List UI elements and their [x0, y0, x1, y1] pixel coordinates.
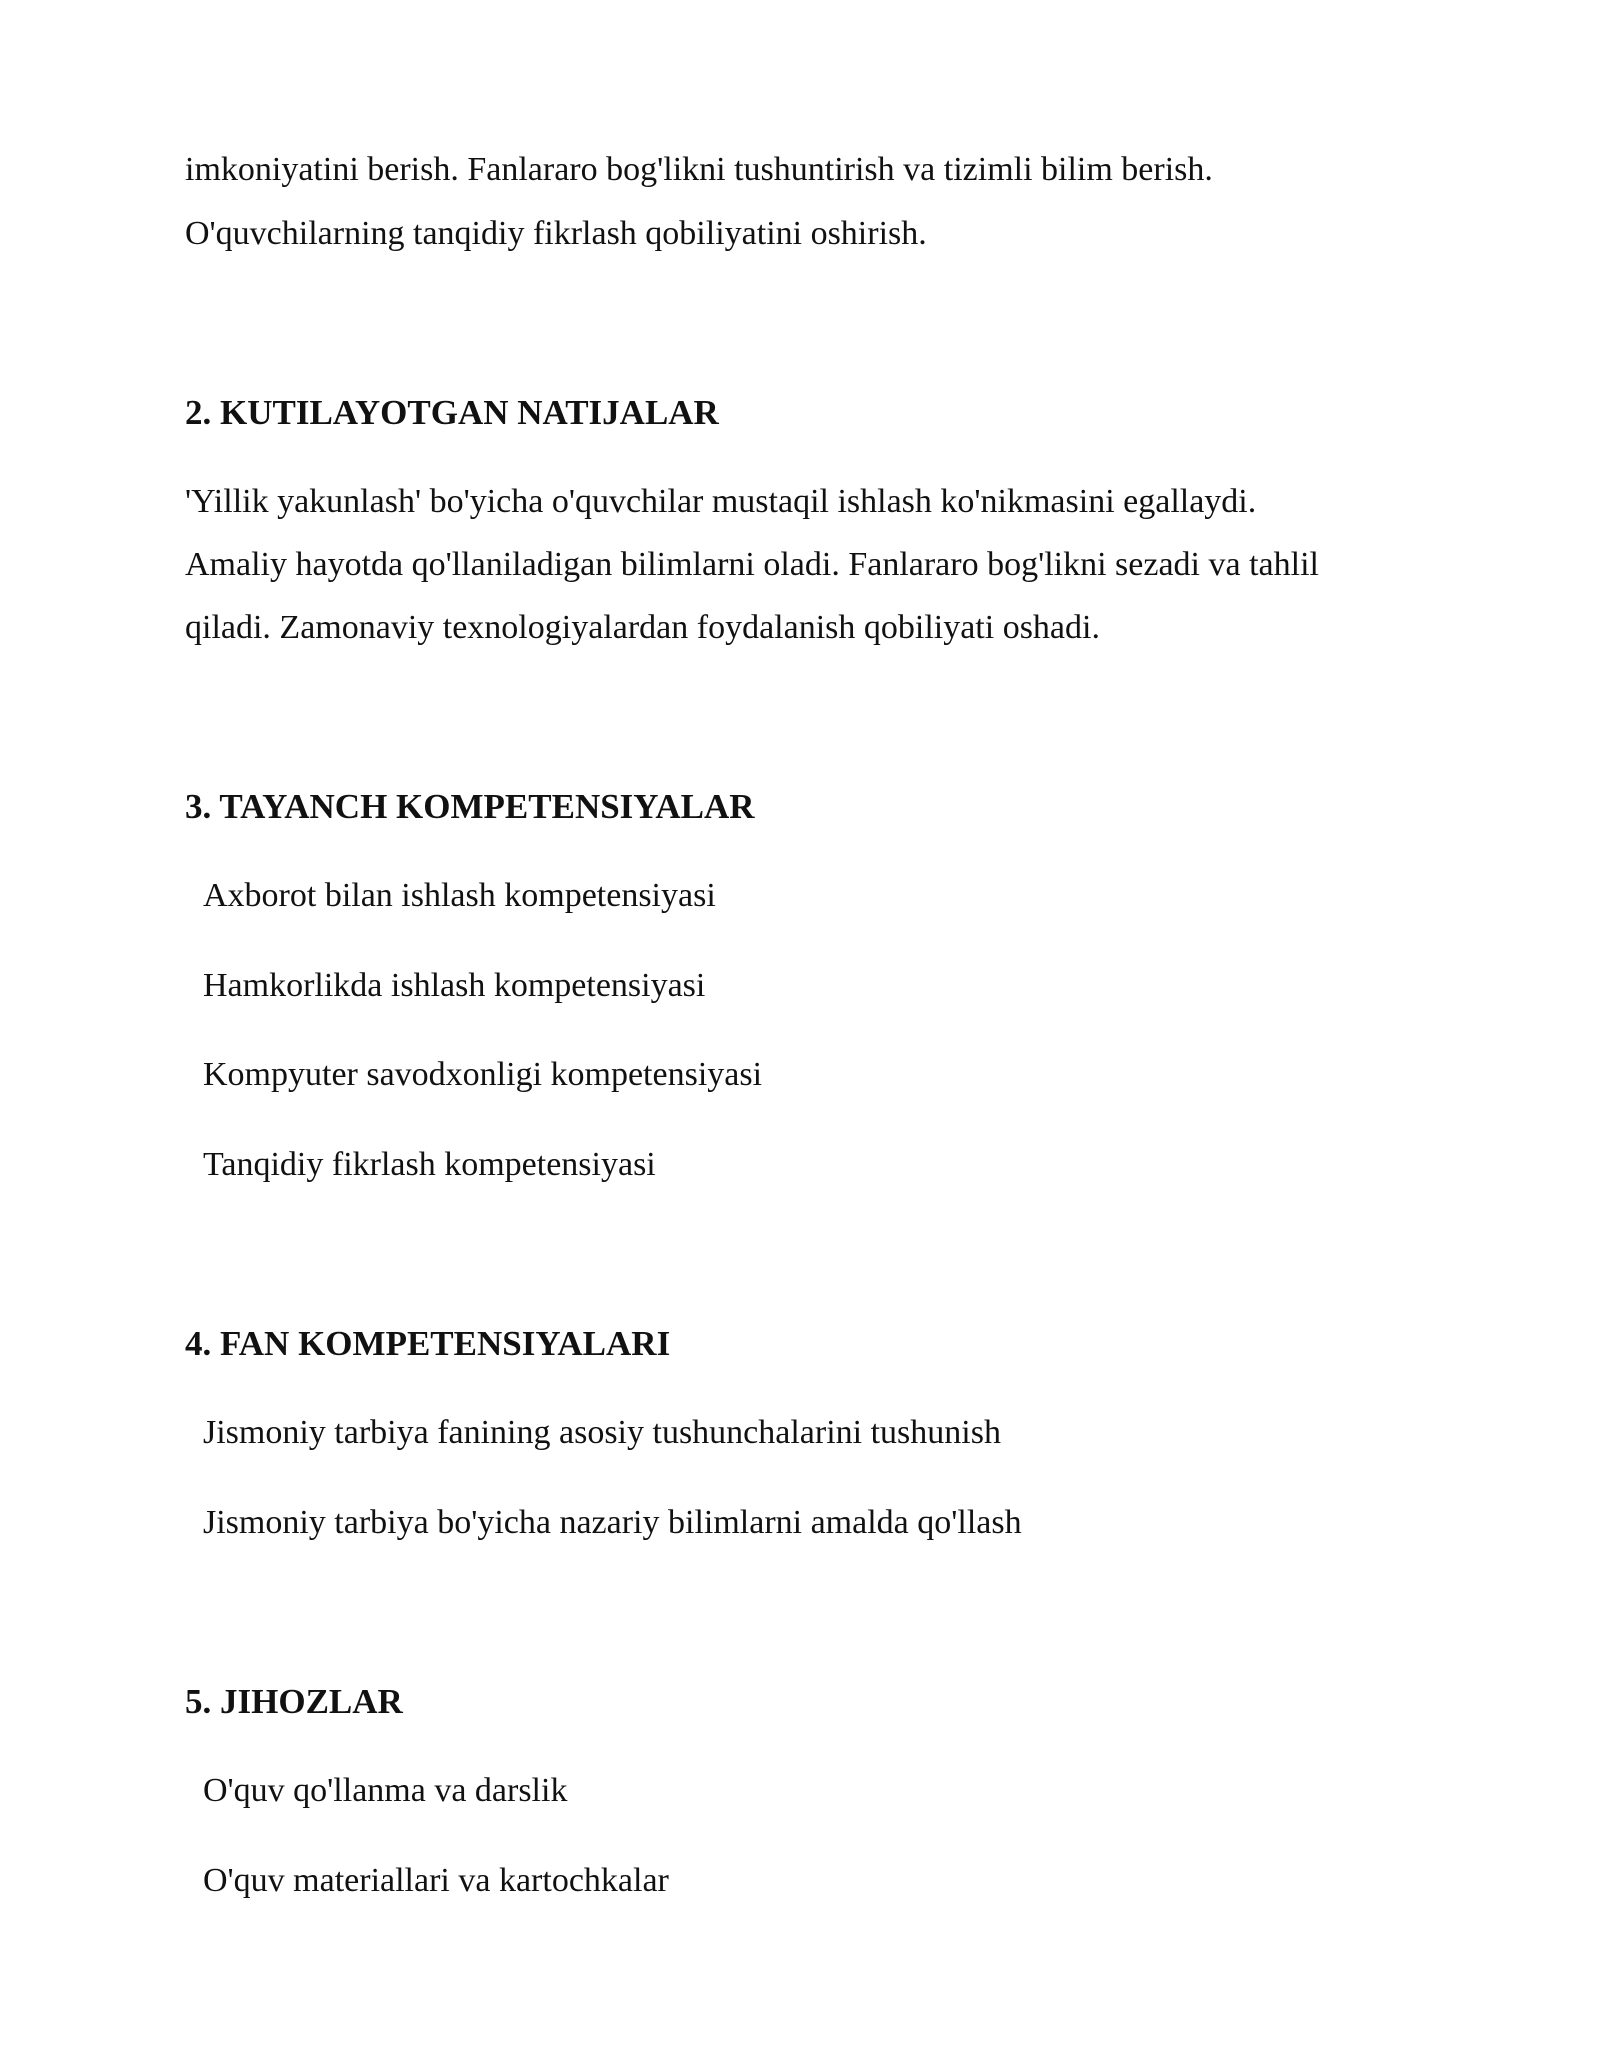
- natijalar-line-1: 'Yillik yakunlash' bo'yicha o'quvchilar mustaqil ishlash ko'nikmasini egallaydi.: [185, 483, 1257, 520]
- natijalar-line-2: Amaliy hayotda qo'llaniladigan bilimlarni oladi. Fanlararo bog'likni sezadi va tahlil: [185, 546, 1319, 583]
- section-heading-fan: 4. FAN KOMPETENSIYALARI: [185, 1324, 671, 1363]
- list-item: Jismoniy tarbiya fanining asosiy tushunchalarini tushunish: [203, 1414, 1001, 1451]
- list-item: Axborot bilan ishlash kompetensiyasi: [203, 877, 716, 914]
- list-item: O'quv qo'llanma va darslik: [203, 1772, 568, 1809]
- list-item: Kompyuter savodxonligi kompetensiyasi: [203, 1056, 763, 1093]
- list-item: Tanqidiy fikrlash kompetensiyasi: [203, 1146, 656, 1183]
- list-item: O'quv materiallari va kartochkalar: [203, 1862, 669, 1899]
- intro-line-2: O'quvchilarning tanqidiy fikrlash qobiliyatini oshirish.: [185, 215, 927, 252]
- natijalar-line-3: qiladi. Zamonaviy texnologiyalardan foydalanish qobiliyati oshadi.: [185, 609, 1100, 646]
- list-item: Jismoniy tarbiya bo'yicha nazariy bilimlarni amalda qo'llash: [203, 1504, 1022, 1541]
- list-item: Hamkorlikda ishlash kompetensiyasi: [203, 967, 706, 1004]
- section-heading-tayanch: 3. TAYANCH KOMPETENSIYALAR: [185, 787, 755, 826]
- intro-line-1: imkoniyatini berish. Fanlararo bog'likni tushuntirish va tizimli bilim berish.: [185, 151, 1213, 188]
- section-heading-jihozlar: 5. JIHOZLAR: [185, 1682, 403, 1721]
- section-heading-natijalar: 2. KUTILAYOTGAN NATIJALAR: [185, 393, 719, 432]
